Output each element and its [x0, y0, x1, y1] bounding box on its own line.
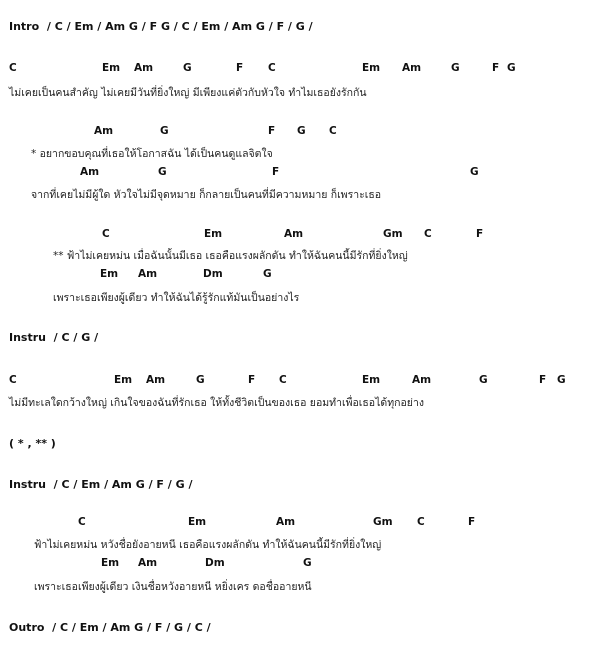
chord: G	[160, 125, 169, 137]
prechorus-lyric-2: จากที่เคยไม่มีผู้ใด หัวใจไม่มีจุดหมาย ก็กลายเป็นคนที่มีความหมาย ก็เพราะเธอ	[31, 189, 382, 201]
verse1-lyric: ไม่เคยเป็นคนสำคัญ ไม่เคยมีวันที่ยิ่งใหญ่ มีเพียงแค่ตัวกับหัวใจ ทำไมเธอยังรักกัน	[9, 87, 367, 99]
outro-line	[9, 621, 211, 635]
chord: Am	[80, 166, 100, 178]
chord: Dm	[205, 557, 225, 569]
instru1-line	[9, 331, 98, 345]
prechorus-chord-row-2	[0, 166, 600, 180]
chorus-lyric-1: ** ฟ้าไม่เคยหม่น เมื่อฉันนั้นมีเธอ เธอคือแรงผลักดัน ทำให้ฉันคนนี้มีรักที่ยิ่งใหญ่	[53, 250, 408, 262]
chord: F	[268, 125, 276, 137]
verse2-chord-row	[0, 374, 600, 388]
prechorus-lyric-1: * อยากขอบคุณที่เธอให้โอกาสฉัน ได้เป็นคนดูแลจิตใจ	[31, 148, 273, 160]
chord: Am	[138, 557, 158, 569]
chord: Gm	[383, 228, 403, 240]
chord: G	[183, 62, 192, 74]
chord: Am	[134, 62, 154, 74]
chord: C	[329, 125, 337, 137]
chorus2-lyric-2: เพราะเธอเพียงผู้เดียว เงินชื่อหวังอายหนี หยิ่งเคร ดอชื่ออายหนี	[34, 581, 312, 593]
intro-chords: / C / Em / Am G / F G / C / Em / Am G / F / G /	[46, 20, 313, 33]
chord: C	[78, 516, 86, 528]
chord: Em	[114, 374, 133, 386]
instru1-chords: / C / G /	[53, 331, 99, 344]
verse2-lyric: ไม่มีทะเลใดกว้างใหญ่ เกินใจของฉันที่รักเธอ ให้ทั้งชีวิตเป็นของเธอ ยอมทำเพื่อเธอได้ทุกอย่าง	[9, 397, 424, 409]
chorus2-chord-row-2	[0, 557, 600, 571]
chord: F	[492, 62, 500, 74]
chord: G	[297, 125, 306, 137]
chord: Am	[138, 268, 158, 280]
chord: Em	[100, 268, 119, 280]
chorus2-chord-row-1	[0, 516, 600, 530]
chorus-chord-row-1	[0, 228, 600, 242]
chord: C	[268, 62, 276, 74]
chorus-lyric-2: เพราะเธอเพียงผู้เดียว ทำให้ฉันได้รู้รักแท้มันเป็นอย่างไร	[53, 292, 300, 304]
chord: F	[272, 166, 280, 178]
chord: Em	[102, 62, 121, 74]
chorus-chord-row-2	[0, 268, 600, 282]
outro-label: Outro	[9, 621, 45, 634]
chord: G	[557, 374, 566, 386]
chord: F	[476, 228, 484, 240]
chord: C	[417, 516, 425, 528]
chord: F	[539, 374, 547, 386]
chord: Em	[101, 557, 120, 569]
chord: G	[263, 268, 272, 280]
chord: Em	[204, 228, 223, 240]
chord: G	[507, 62, 516, 74]
chord: C	[424, 228, 432, 240]
prechorus-chord-row-1	[0, 125, 600, 139]
chord: Em	[188, 516, 207, 528]
chord: G	[479, 374, 488, 386]
chord: G	[451, 62, 460, 74]
chord: Am	[284, 228, 304, 240]
intro-line	[9, 20, 313, 34]
instru2-line	[9, 478, 193, 492]
chord: Em	[362, 62, 381, 74]
chord: Am	[94, 125, 114, 137]
chord: G	[158, 166, 167, 178]
outro-chords: / C / Em / Am G / F / G / C /	[52, 621, 211, 634]
chord: G	[303, 557, 312, 569]
chord: F	[248, 374, 256, 386]
chord: Am	[276, 516, 296, 528]
instru2-chords: / C / Em / Am G / F / G /	[53, 478, 193, 491]
chord: Gm	[373, 516, 393, 528]
chord: G	[196, 374, 205, 386]
chord: Am	[402, 62, 422, 74]
intro-label: Intro	[9, 20, 40, 33]
chord: C	[9, 374, 17, 386]
chord: Am	[146, 374, 166, 386]
repeat-marker: ( * , ** )	[9, 437, 56, 450]
chord: F	[468, 516, 476, 528]
chord: Em	[362, 374, 381, 386]
instru2-label: Instru	[9, 478, 46, 491]
chord: Dm	[203, 268, 223, 280]
chord: Am	[412, 374, 432, 386]
chord: C	[102, 228, 110, 240]
instru1-label: Instru	[9, 331, 46, 344]
chord: G	[470, 166, 479, 178]
chord: C	[9, 62, 17, 74]
verse1-chord-row	[0, 62, 600, 76]
chord: C	[279, 374, 287, 386]
chord: F	[236, 62, 244, 74]
chorus2-lyric-1: ฟ้าไม่เคยหม่น หวังชื่อยังอายหนี เธอคือแรงผลักดัน ทำให้ฉันคนนี้มีรักที่ยิ่งใหญ่	[34, 539, 382, 551]
